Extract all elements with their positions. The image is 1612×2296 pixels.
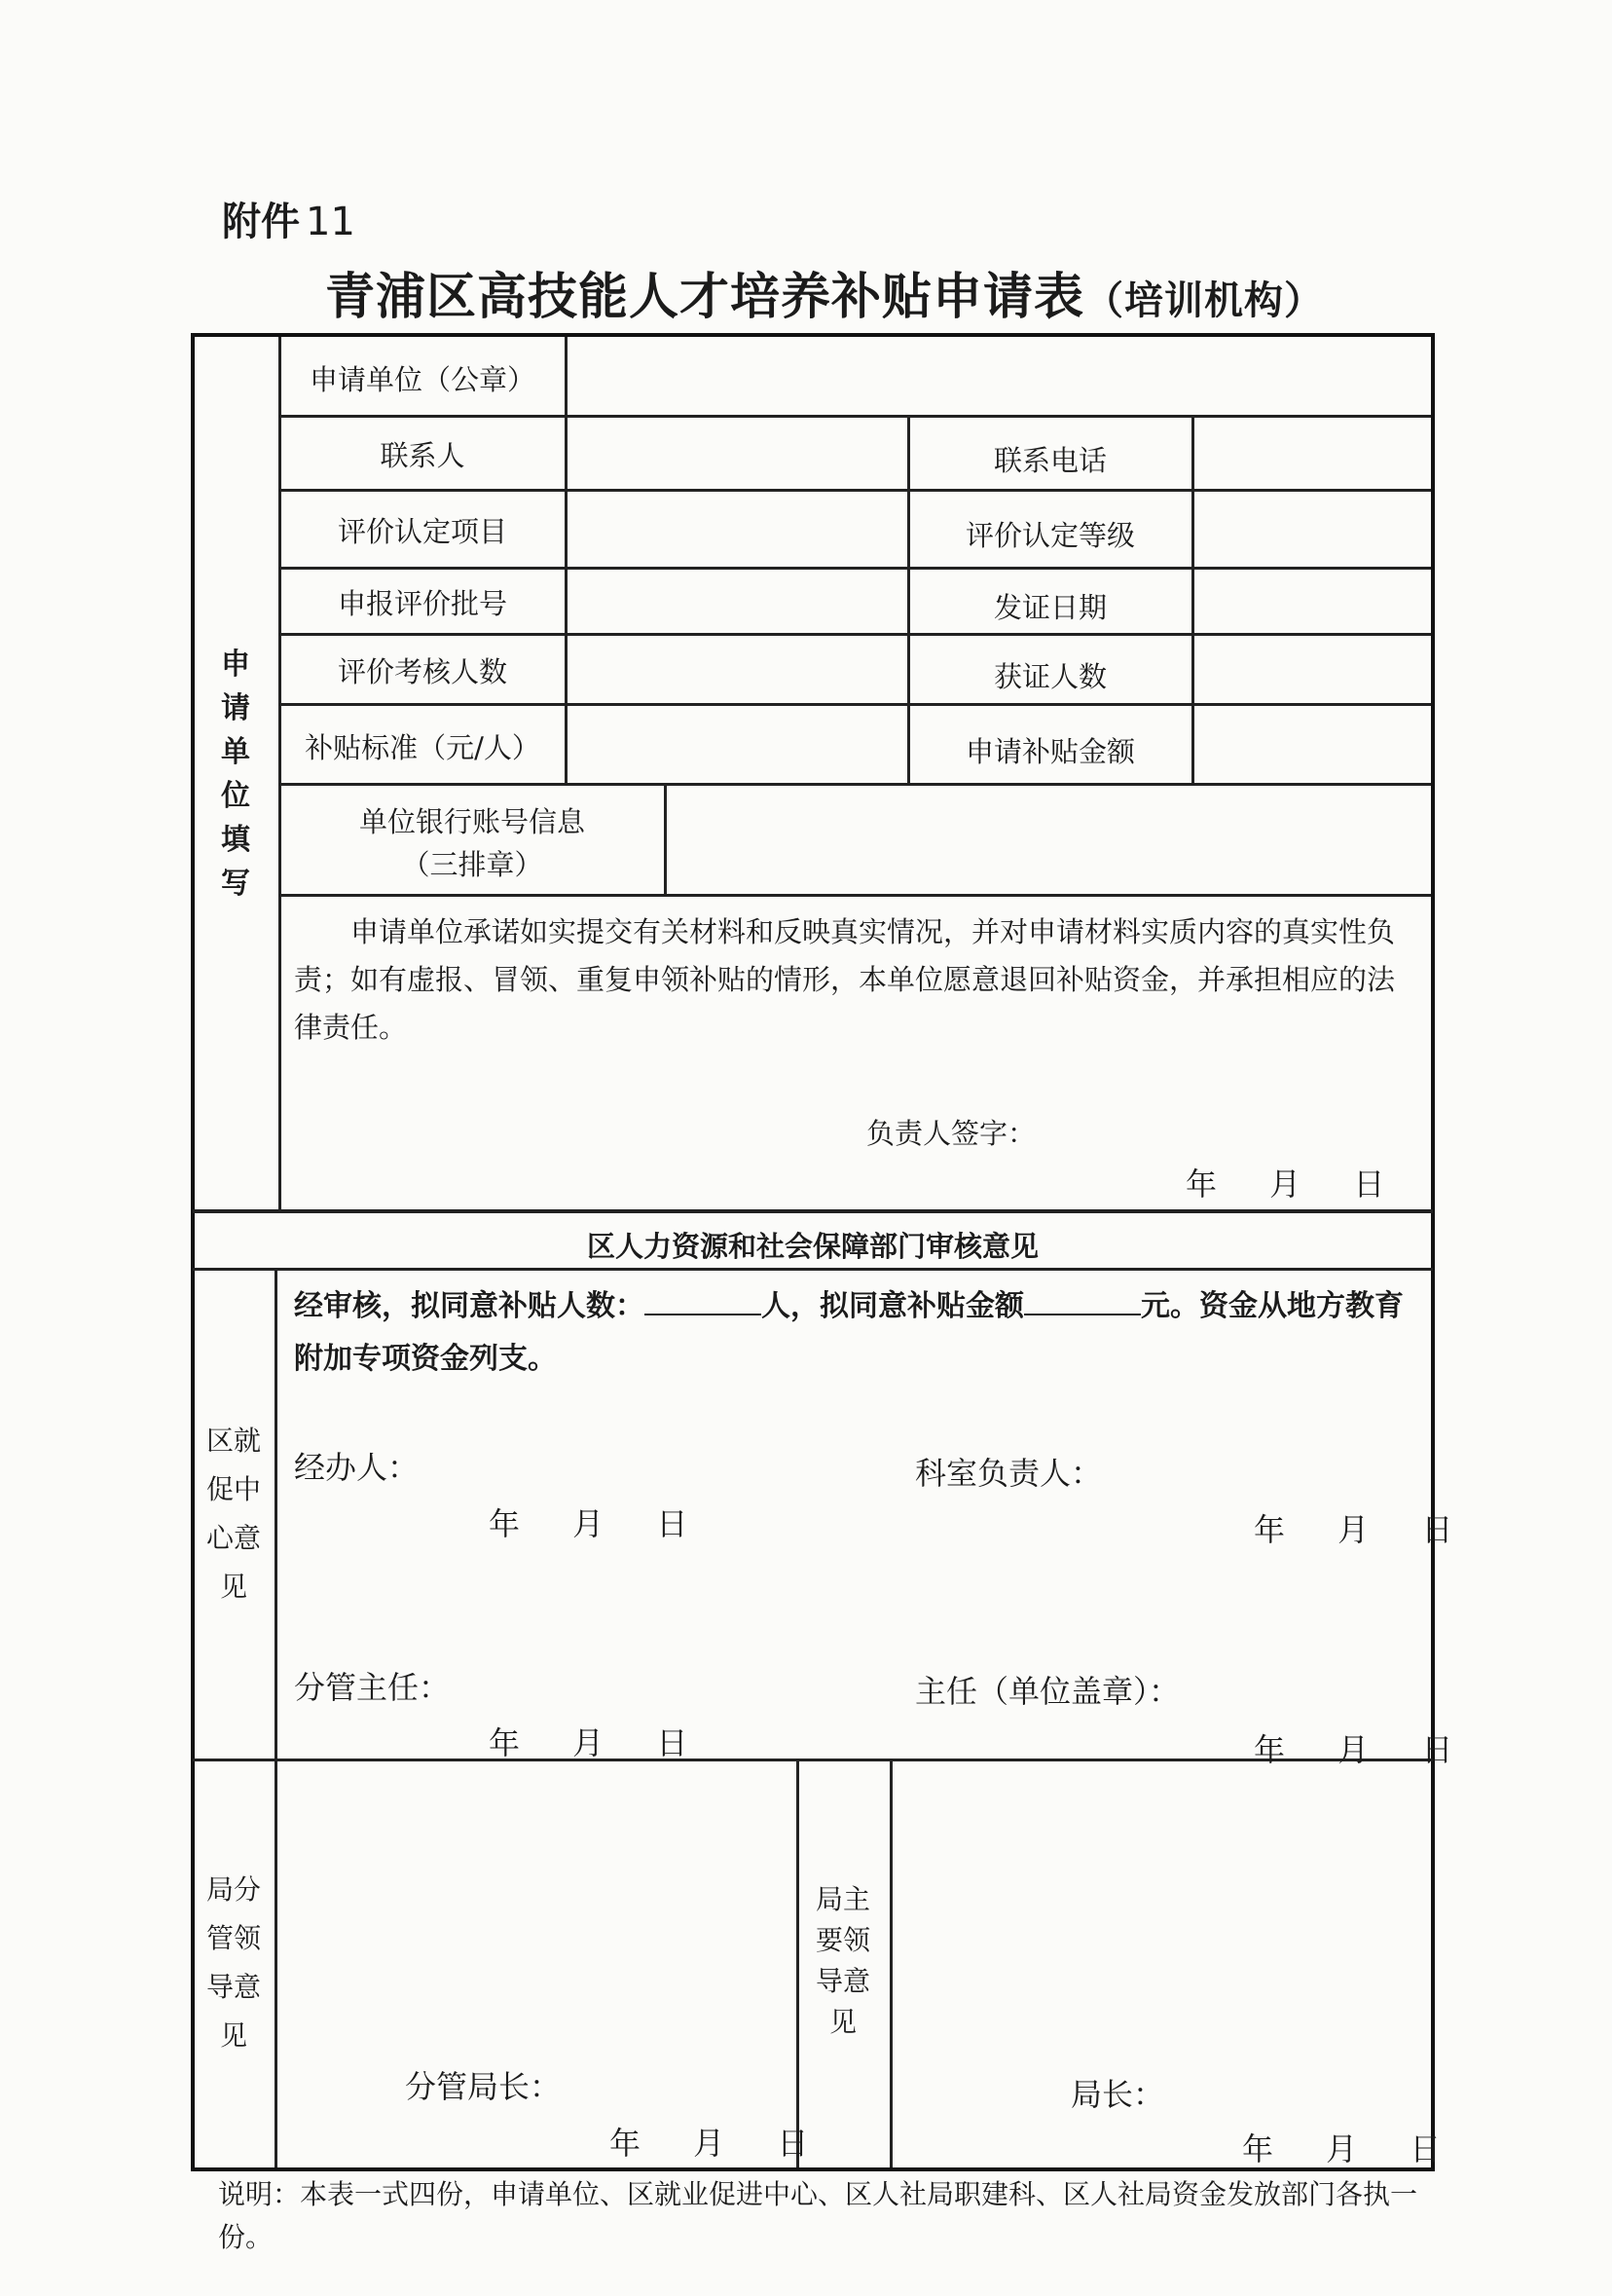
subsidy-standard-field[interactable] bbox=[568, 706, 906, 783]
attachment-label: 附件 11 bbox=[222, 200, 355, 244]
bank-info-label: 单位银行账号信息 bbox=[358, 805, 585, 838]
section-chief-label: 科室负责人： bbox=[915, 1455, 1103, 1492]
eval-level-label: 评价认定等级 bbox=[965, 519, 1135, 552]
eval-project-label: 评价认定项目 bbox=[337, 515, 507, 548]
contact-phone-field[interactable] bbox=[1195, 418, 1429, 489]
cert-count-label: 获证人数 bbox=[993, 660, 1107, 693]
director-date: 年 月 日 bbox=[1254, 1731, 1453, 1768]
section-chief-date: 年 月 日 bbox=[1254, 1511, 1453, 1548]
section1-side-label: 申请单位填写 bbox=[221, 648, 250, 901]
deputy-director-date: 年 月 日 bbox=[489, 1724, 688, 1761]
applicant-unit-label: 申请单位（公章） bbox=[309, 363, 535, 396]
cert-date-field[interactable] bbox=[1195, 570, 1429, 633]
chief-label: 局长： bbox=[1071, 2076, 1165, 2113]
footnote: 说明：本表一式四份，申请单位、区就业促进中心、区人社局职建科、区人社局资金发放部门各执一份。 bbox=[218, 2178, 1418, 2253]
approved-amount-blank[interactable] bbox=[1024, 1286, 1141, 1315]
subsidy-amount-label: 申请补贴金额 bbox=[965, 735, 1135, 768]
contact-phone-label: 联系电话 bbox=[993, 444, 1107, 477]
deputy-leader-side-label: 局分管领导意见 bbox=[205, 1873, 261, 2052]
cert-date-label: 发证日期 bbox=[993, 591, 1107, 624]
chief-leader-side-label: 局主要领导意见 bbox=[816, 1883, 871, 2038]
bank-info-field[interactable] bbox=[668, 786, 1429, 894]
bank-info-sublabel: （三排章） bbox=[401, 848, 543, 881]
eval-batch-label: 申报评价批号 bbox=[337, 587, 507, 620]
deputy-chief-label: 分管局长： bbox=[405, 2068, 562, 2105]
approved-count-blank[interactable] bbox=[644, 1286, 761, 1315]
eval-count-field[interactable] bbox=[568, 636, 906, 703]
pledge-text: 申请单位承诺如实提交有关材料和反映真实情况，并对申请材料实质内容的真实性负责；如有虚报、冒领、重复申领补贴的情形，本单位愿意退回补贴资金，并承担相应的法律责任。 bbox=[294, 915, 1396, 1044]
subsidy-amount-field[interactable] bbox=[1195, 706, 1429, 783]
page-title: 青浦区高技能人才培养补贴申请表（培训机构） bbox=[325, 269, 1325, 326]
eval-batch-field[interactable] bbox=[568, 570, 906, 633]
eval-project-field[interactable] bbox=[568, 492, 906, 567]
contact-person-label: 联系人 bbox=[380, 439, 465, 472]
signature-label: 负责人签字： bbox=[866, 1117, 1037, 1150]
subsidy-standard-label: 补贴标准（元/人） bbox=[305, 731, 540, 764]
handler-date: 年 月 日 bbox=[489, 1505, 688, 1542]
contact-person-field[interactable] bbox=[568, 418, 906, 489]
eval-level-field[interactable] bbox=[1195, 492, 1429, 567]
chief-date: 年 月 日 bbox=[1242, 2130, 1442, 2167]
section2-side-label: 区就促中心意见 bbox=[205, 1425, 261, 1603]
applicant-unit-field[interactable] bbox=[568, 337, 1429, 415]
deputy-chief-date: 年 月 日 bbox=[609, 2125, 809, 2162]
handler-label: 经办人： bbox=[294, 1449, 420, 1486]
director-label: 主任（单位盖章）： bbox=[915, 1673, 1181, 1710]
review-header: 区人力资源和社会保障部门审核意见 bbox=[586, 1230, 1039, 1263]
review-text: 经审核，拟同意补贴人数： 人，拟同意补贴金额 元。资金从地方教育附加专项资金列支。 bbox=[294, 1280, 1423, 1386]
deputy-director-label: 分管主任： bbox=[294, 1669, 451, 1706]
eval-count-label: 评价考核人数 bbox=[337, 655, 507, 688]
section1-date: 年 月 日 bbox=[1186, 1166, 1385, 1203]
cert-count-field[interactable] bbox=[1195, 636, 1429, 703]
